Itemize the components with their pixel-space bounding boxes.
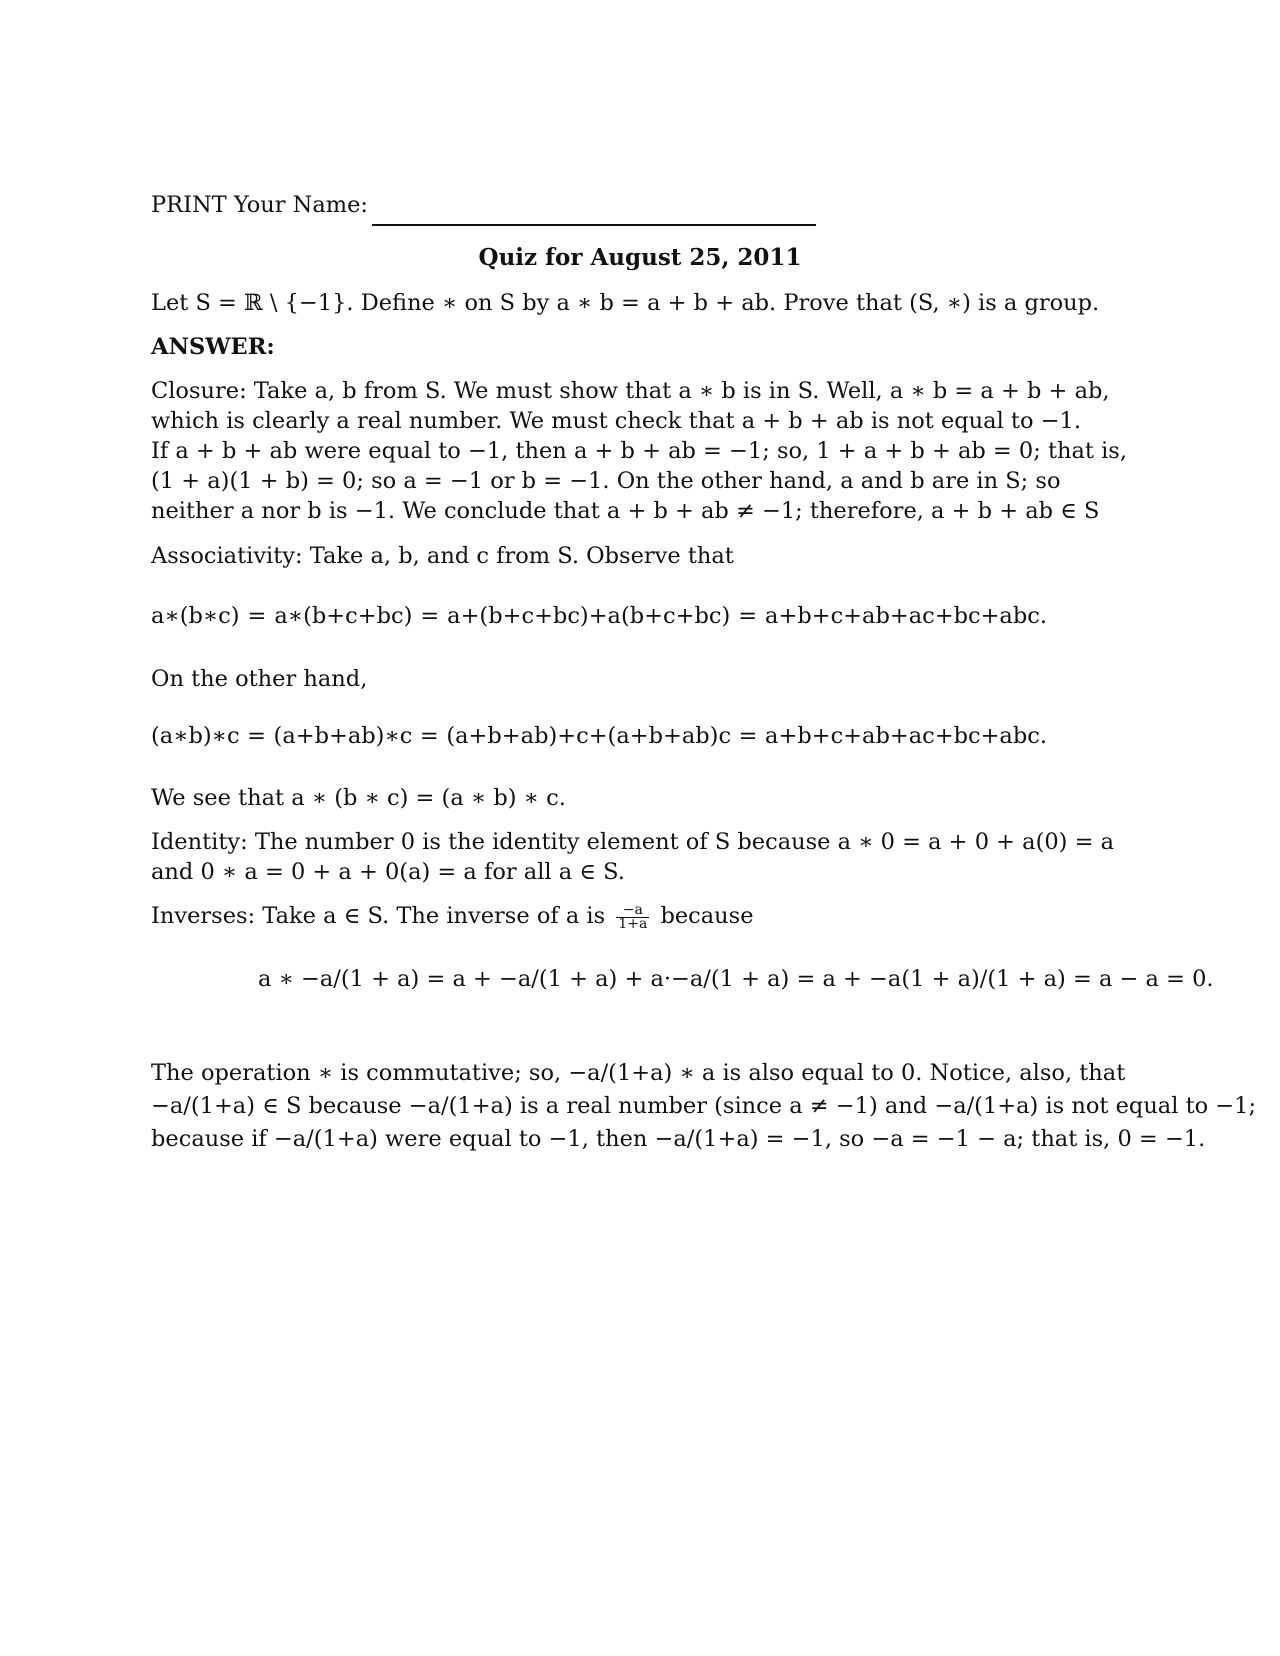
closure-line-3: If a + b + ab were equal to −1, then a + b + ab = −1; so, 1 + a + b + ab = 0; that is, [151,438,1128,464]
closure-line-5: neither a nor b is −1. We conclude that a + b + ab ≠ −1; therefore, a + b + ab ∈ S [151,498,1100,524]
identity-line-1: Identity: The number 0 is the identity element of S because a ∗ 0 = a + 0 + a(0) = a [151,829,1115,855]
inverse-fraction [616,901,649,932]
answer-heading: ANSWER: [151,334,275,360]
associativity-other-hand: On the other hand, [151,666,368,692]
final-line-3: because if −a/(1+a) were equal to −1, then −a/(1+a) = −1, so −a = −1 − a; that is, 0 = −1. [151,1126,1206,1152]
final-line-2: −a/(1+a) ∈ S because −a/(1+a) is a real number (since a ≠ −1) and −a/(1+a) is not equal to −1; [151,1093,1257,1119]
name-underline [372,224,816,226]
closure-line-2: which is clearly a real number. We must check that a + b + ab is not equal to −1. [151,408,1081,434]
final-line-1: The operation ∗ is commutative; so, −a/(1+a) ∗ a is also equal to 0. Notice, also, that [151,1060,1126,1086]
inverse-equation: a ∗ −a/(1 + a) = a + −a/(1 + a) + a·−a/(1 + a) = a + −a(1 + a)/(1 + a) = a − a = 0. [258,966,1214,992]
associativity-equation-1: a∗(b∗c) = a∗(b+c+bc) = a+(b+c+bc)+a(b+c+bc) = a+b+c+ab+ac+bc+abc. [151,603,1047,629]
print-name-label: PRINT Your Name: [151,192,368,218]
quiz-title: Quiz for August 25, 2011 [478,244,802,271]
inverse-fraction-denominator: 1+a [618,915,648,932]
inverses-intro-start: Inverses: Take a ∈ S. The inverse of a is [151,903,606,929]
associativity-intro: Associativity: Take a, b, and c from S. Observe that [151,543,734,569]
problem-statement: Let S = ℝ \ {−1}. Define ∗ on S by a ∗ b = a + b + ab. Prove that (S, ∗) is a group. [151,290,1100,316]
associativity-conclusion: We see that a ∗ (b ∗ c) = (a ∗ b) ∗ c. [151,785,566,811]
closure-line-1: Closure: Take a, b from S. We must show that a ∗ b is in S. Well, a ∗ b = a + b + ab, [151,378,1110,404]
inverses-intro [151,901,754,931]
inverse-fraction-numerator: −a [616,904,649,918]
closure-line-4: (1 + a)(1 + b) = 0; so a = −1 or b = −1. On the other hand, a and b are in S; so [151,468,1061,494]
identity-line-2: and 0 ∗ a = 0 + a + 0(a) = a for all a ∈ S. [151,859,625,885]
associativity-equation-2: (a∗b)∗c = (a+b+ab)∗c = (a+b+ab)+c+(a+b+ab)c = a+b+c+ab+ac+bc+abc. [151,723,1047,749]
inverses-intro-end: because [660,903,754,929]
